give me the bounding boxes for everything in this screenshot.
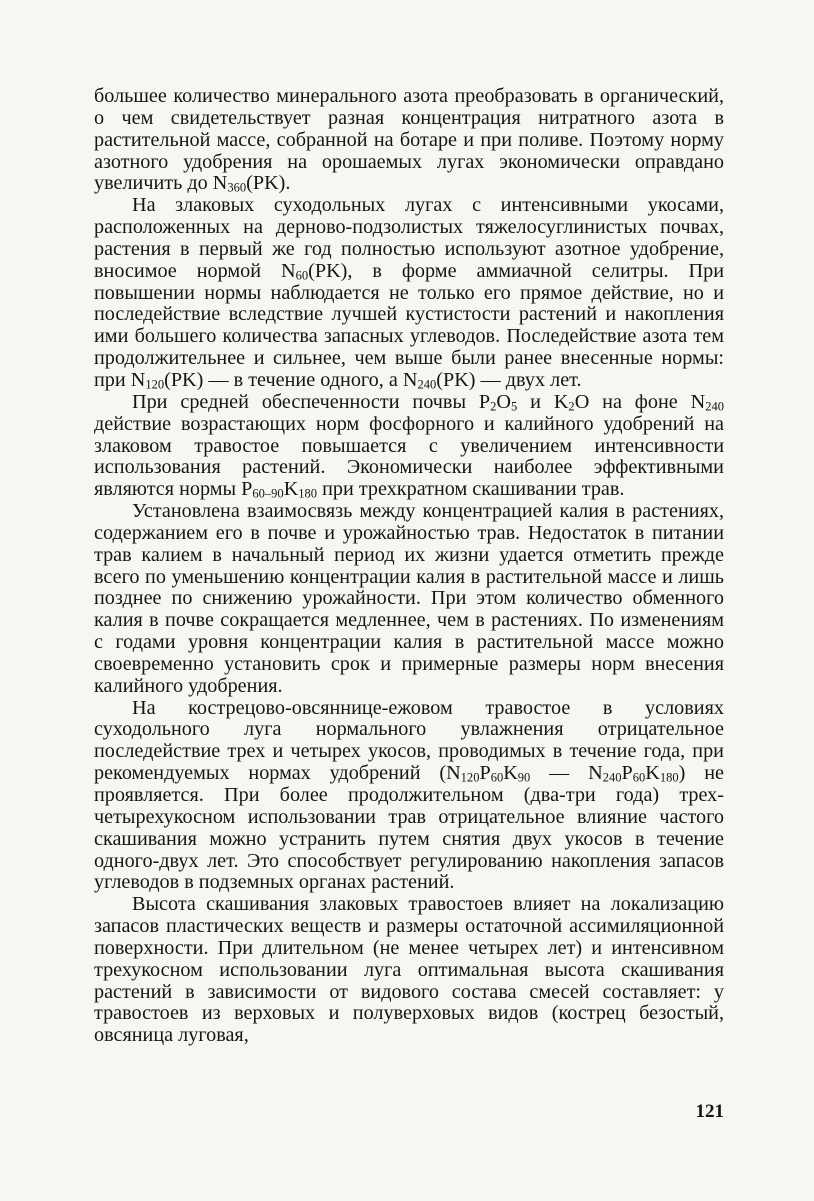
subscript-text: 60: [632, 770, 646, 785]
text-run: и K: [517, 390, 569, 413]
subscript-text: 60: [490, 770, 504, 785]
subscript-text: 60: [295, 268, 309, 282]
text-run: P: [479, 762, 491, 785]
text-run: При средней обеспеченности почвы P: [132, 390, 491, 413]
subscript-text: 240: [705, 399, 724, 414]
text-run: На злаковых суходольных лугах с интенсивными укосами, расположенных на дерново-подзолистых тяжелосуглинистых почвах, растения в первый же год полностью используют азотное удобрение, вносимое нормой N: [94, 194, 724, 282]
text-run: P: [621, 762, 633, 785]
text-run: Установлена взаимосвязь между концентрацией калия в растениях, содержанием его в почве и урожайностью трав. Недостаток в питании трав калием в начальный период их жизни удается отметить прежде всего по уменьшению концентрации калия в растительной массе и лишь позднее по снижению урожайности. При этом количество обменного калия в почве сокращается медленнее, чем в растениях. По изменениям с годами уровня концентрации калия в растительной массе можно своевременно установить срок и примерные размеры норм внесения калийного удобрения.: [94, 500, 724, 697]
text-run: На кострецово-овсяннице-ежовом травостое в условиях суходольного луга нормального увлажнения отрицательное последействие трех и четырех укосов, проводимых в течение года, при рекомендуемых нормах удобрений (N: [94, 696, 724, 785]
text-run: (PK) — двух лет.: [436, 368, 582, 391]
text-run: большее количество минерального азота преобразовать в органический, о чем свидетельствует разная концентрация нитратного азота в растительной массе, собранной на ботаре и при поливе. Поэтому норму азотного удобрения на орошаемых лугах экономически оправдано увеличить до N: [94, 85, 724, 195]
paragraph: [94, 392, 724, 501]
text-run: ) не проявляется. При более продолжительном (два-три года) трех-четырехукосном использовании трав отрицательное влияние частого скашивания можно устранить путем снятия двух укосов в течение одного-двух лет. Это способствует регулированию накопления запасов углеводов в подземных органах растений.: [94, 762, 724, 894]
paragraph: [94, 195, 724, 392]
text-run: при трехкратном скашивании трав.: [317, 478, 625, 501]
subscript-text: 90: [517, 770, 531, 785]
text-run: (PK) — в течение одного, а N: [164, 368, 418, 391]
text-run: O на фоне N: [574, 390, 706, 413]
page-number: 121: [695, 1101, 724, 1122]
subscript-text: 2: [568, 399, 575, 414]
subscript-text: 120: [145, 377, 165, 392]
subscript-text: 2: [490, 399, 497, 414]
paragraph: [94, 698, 724, 895]
text-run: — N: [530, 762, 603, 785]
paragraph: [94, 86, 724, 195]
subscript-text: 5: [511, 399, 518, 414]
text-run: K: [645, 762, 660, 785]
subscript-text: 180: [659, 770, 679, 785]
subscript-text: 120: [460, 770, 480, 785]
subscript-text: 360: [227, 180, 247, 195]
subscript-text: 180: [298, 486, 318, 501]
subscript-text: 240: [417, 377, 437, 392]
page-body-text: [94, 86, 724, 1047]
text-run: K: [283, 478, 299, 501]
text-run: (PK), в форме аммиачной селитры. При повышении нормы наблюдается не только его прямое действие, но и последействие вследствие лучшей кустистости растений и накопления ими большего количества запасных углеводов. Последействие азота тем продолжительнее и сильнее, чем выше были ранее внесенные нормы: при N: [94, 259, 724, 391]
paragraph: [94, 501, 724, 698]
subscript-text: 60–90: [252, 486, 284, 501]
paragraph: [94, 894, 724, 1047]
text-run: (PK).: [246, 172, 291, 195]
text-run: K: [503, 762, 518, 785]
text-run: Высота скашивания злаковых травостоев влияет на локализацию запасов пластических веществ и размеры остаточной ассимиляционной поверхности. При длительном (не менее четырех лет) и интенсивном трехукосном использовании луга оптимальная высота скашивания растений в зависимости от видового состава смесей составляет: у травостоев из верховых и полуверховых видов (кострец безостый, овсяница луговая,: [94, 893, 724, 1047]
text-run: O: [496, 390, 511, 413]
text-run: действие возрастающих норм фосфорного и калийного удобрений на злаковом травостое повышается с увеличением интенсивности использования растений. Экономически наиболее эффективными являются нормы P: [94, 412, 724, 501]
subscript-text: 240: [602, 770, 622, 785]
